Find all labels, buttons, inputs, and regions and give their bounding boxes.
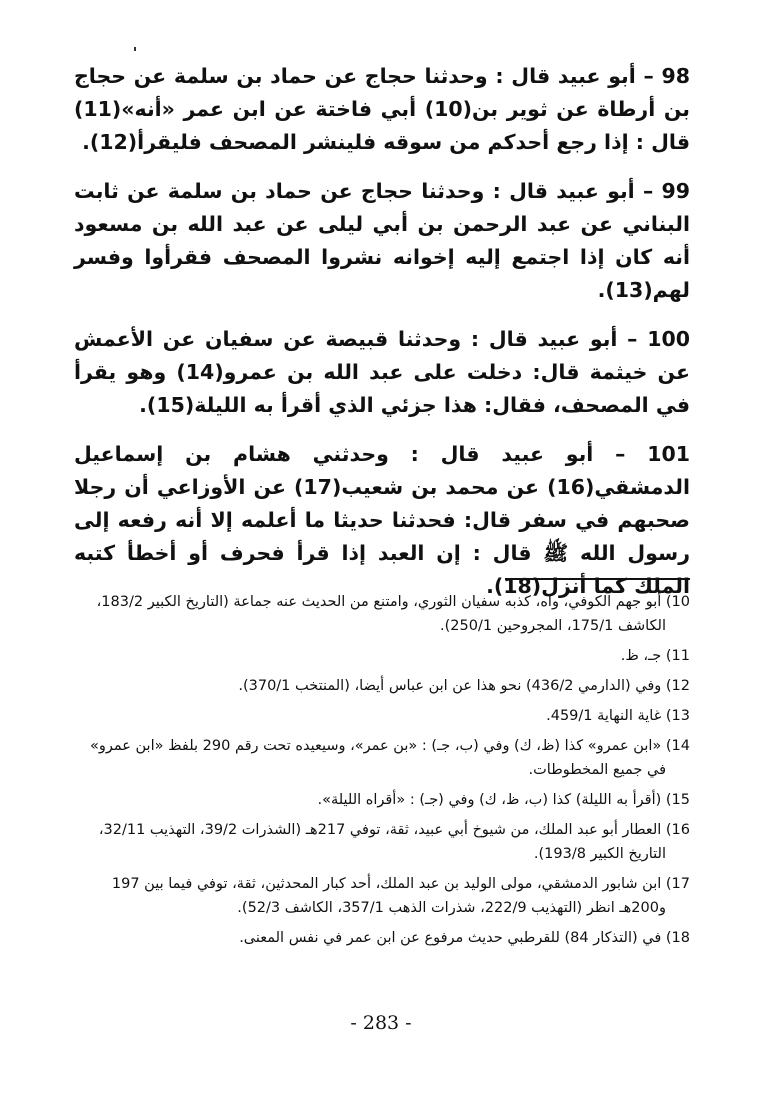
footnote-12: 12) وفي (الدارمي 436/2) نحو هذا عن ابن عباس أيضا، (المنتخب 370/1). bbox=[238, 678, 690, 694]
footnote-11: 11) جـ، ظ. bbox=[620, 648, 690, 664]
footnote-18: 18) في (التذكار 84) للقرطبي حديث مرفوع عن ابن عمر في نفس المعنى. bbox=[239, 930, 690, 946]
footnotes bbox=[74, 590, 690, 956]
footnote-15: 15) (أقرأ به الليلة) كذا (ب، ظ، ك) وفي (جـ) : «أقراه الليلة». bbox=[317, 792, 690, 808]
page-number: - 283 - bbox=[350, 1012, 412, 1034]
footnote-13: 13) غاية النهاية 459/1. bbox=[546, 708, 690, 724]
footnote-10: 10) أبو جهم الكوفي، واه، كذبه سفيان الثوري، وامتنع من الحديث عنه جماعة (التاريخ الكبير 183/2، الكاشف 175/1، المجروحين 250/1). bbox=[96, 594, 690, 634]
hadith-99: 99 – أبو عبيد قال : وحدثنا حجاج عن حماد بن سلمة عن ثابت البناني عن عبد الرحمن بن أبي ليلى عن عبد الله بن مسعود أنه كان إذا اجتمع إليه إخوانه نشروا المصحف فقرأوا وفسر لهم(13). bbox=[74, 179, 690, 302]
hadith-100: 100 – أبو عبيد قال : وحدثنا قبيصة عن سفيان عن الأعمش عن خيثمة قال: دخلت على عبد الله بن عمرو(14) وهو يقرأ في المصحف، فقال: هذا جزئي الذي أقرأ به الليلة(15). bbox=[74, 327, 690, 417]
footnote-16: 16) العطار أبو عبد الملك، من شيوخ أبي عبيد، ثقة، توفي 217هـ (الشذرات 39/2، التهذيب 32/11، التاريخ الكبير 193/8). bbox=[98, 822, 690, 862]
ink-speck bbox=[134, 47, 136, 51]
hadith-98: 98 – أبو عبيد قال : وحدثنا حجاج عن حماد بن سلمة عن حجاج بن أرطاة عن ثوير بن(10) أبي فاختة عن ابن عمر «أنه»(11) قال : إذا رجع أحدكم من سوقه فلينشر المصحف فليقرأ(12). bbox=[74, 64, 690, 154]
footnote-14: 14) «ابن عمرو» كذا (ظ، ك) وفي (ب، جـ) : «بن عمر»، وسيعيده تحت رقم 290 بلفظ «ابن عمرو» في جميع المخطوطات. bbox=[90, 738, 690, 778]
footnote-separator bbox=[505, 578, 690, 580]
footnote-17: 17) ابن شابور الدمشقي، مولى الوليد بن عبد الملك، أحد كبار المحدثين، ثقة، توفي فيما بين 197 و200هـ انظر (التهذيب 222/9، شذرات الذهب 357/1، الكاشف 52/3). bbox=[111, 876, 690, 916]
hadith-101: 101 – أبو عبيد قال : وحدثني هشام بن إسماعيل الدمشقي(16) عن محمد بن شعيب(17) عن الأوزاعي أن رجلا صحبهم في سفر قال: فحدثنا حديثا ما أعلمه إلا أنه رفعه إلى رسول الله ﷺ قال : إن العبد إذا قرأ فحرف أو أخطأ كتبه الملك كما أنزل(18). bbox=[74, 442, 690, 598]
main-text bbox=[74, 60, 690, 619]
